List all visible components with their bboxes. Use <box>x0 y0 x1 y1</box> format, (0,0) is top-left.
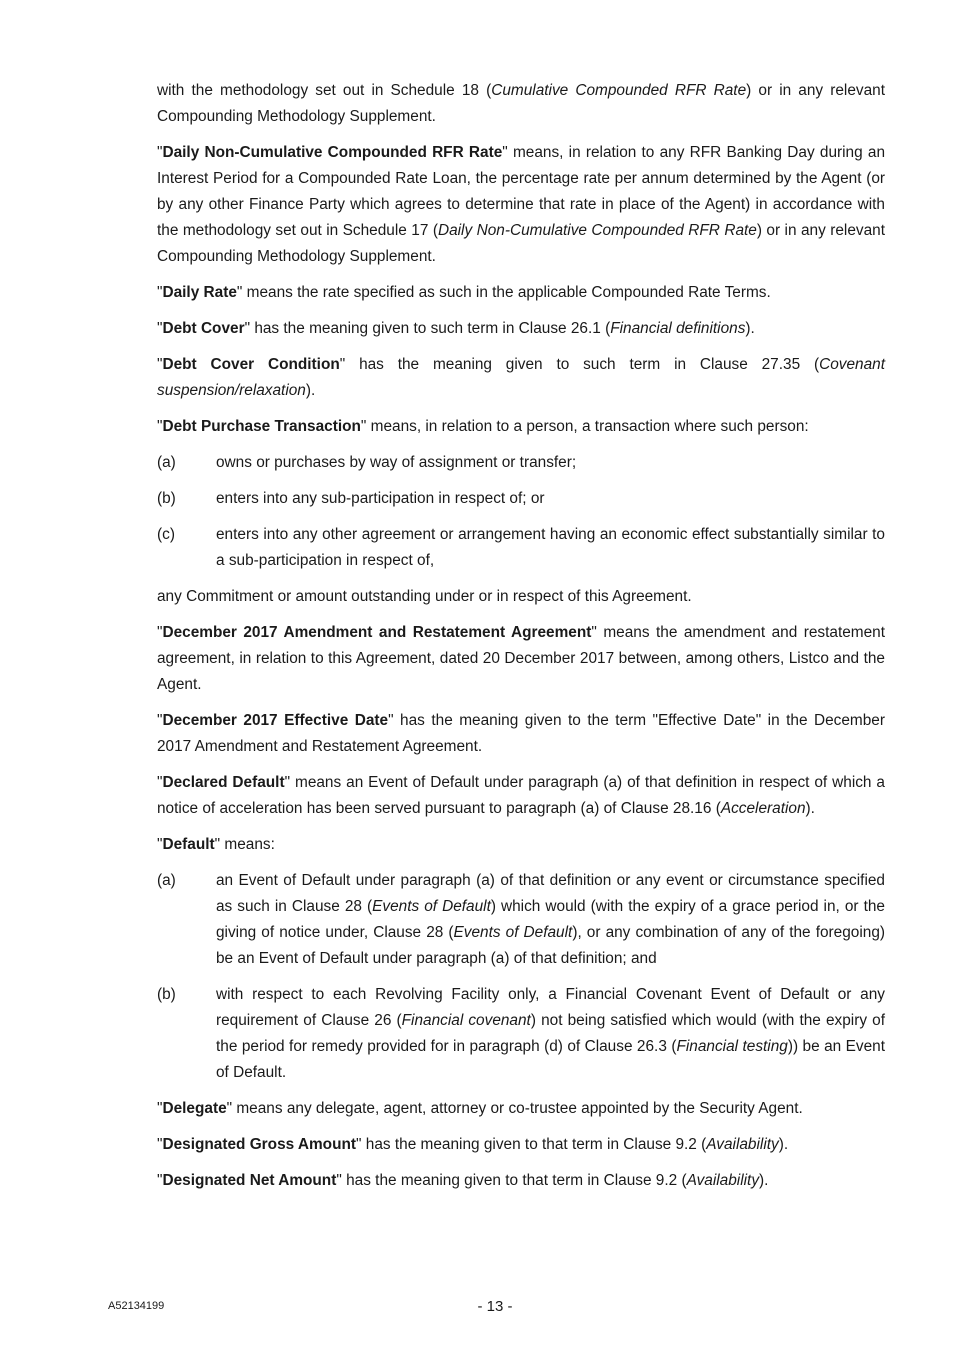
definition-paragraph <box>157 414 885 440</box>
text-segment: " <box>157 836 163 853</box>
text-segment: ) or in any relevant Compounding Methodology Supplement. <box>157 82 885 125</box>
defined-term: Delegate <box>162 1100 227 1117</box>
text-segment: " <box>157 1136 163 1153</box>
definition-paragraph <box>157 140 885 270</box>
text-segment: ). <box>759 1172 769 1189</box>
text-segment: " <box>157 624 163 641</box>
defined-term: Designated Gross Amount <box>162 1136 357 1153</box>
text-segment: " has the meaning given to such term in Clause 27.35 ( <box>339 356 820 373</box>
text-segment: ) not being satisfied which would (with the expiry of the period for remedy provided for in paragraph (d) of Clause 26.3 ( <box>216 1012 886 1055</box>
document-body <box>157 78 885 1204</box>
text-segment: " <box>157 284 163 301</box>
list-item-text <box>216 868 885 972</box>
text-segment: " <box>157 1172 163 1189</box>
list-item <box>157 982 885 1086</box>
text-segment: " <box>157 320 163 337</box>
list-item-text <box>216 522 885 574</box>
text-segment: " <box>157 356 163 373</box>
text-segment: " has the meaning given to that term in Clause 9.2 ( <box>336 1172 687 1189</box>
text-segment: enters into any sub-participation in respect of; or <box>216 490 545 507</box>
definition-paragraph <box>157 316 885 342</box>
list-item <box>157 450 885 476</box>
clause-reference: Daily Non-Cumulative Compounded RFR Rate <box>437 222 757 239</box>
definition-paragraph <box>157 1132 885 1158</box>
definition-paragraph <box>157 352 885 404</box>
text-segment: " <box>157 774 163 791</box>
defined-term: Debt Purchase Transaction <box>162 418 361 435</box>
text-segment: ). <box>745 320 755 337</box>
clause-reference: Financial covenant <box>401 1012 531 1029</box>
clause-reference: Financial definitions <box>610 320 746 337</box>
text-segment: " <box>157 712 163 729</box>
definition-paragraph <box>157 78 885 130</box>
definition-paragraph <box>157 620 885 698</box>
list-item-label: (b) <box>157 490 176 507</box>
list-item-text <box>216 450 885 476</box>
text-segment: an Event of Default under paragraph (a) of that definition or any event or circumstance specified as such in Clause 28 ( <box>216 872 885 915</box>
list-item-text <box>216 982 885 1086</box>
clause-reference: Acceleration <box>720 800 806 817</box>
defined-term: Declared Default <box>162 774 285 791</box>
defined-term: Daily Non-Cumulative Compounded RFR Rate <box>162 144 503 161</box>
list-item-text <box>216 486 885 512</box>
text-segment: ) which would (with the expiry of a grace period in, or the giving of notice under, Clause 28 ( <box>216 898 885 941</box>
definition-paragraph <box>157 708 885 760</box>
text-segment: ). <box>305 382 316 399</box>
text-segment: with the methodology set out in Schedule 18 ( <box>157 82 492 99</box>
text-segment: ). <box>778 1136 789 1153</box>
definition-paragraph <box>157 280 885 306</box>
defined-term: Debt Cover <box>162 320 245 337</box>
page-number: - 13 - <box>477 1298 513 1315</box>
clause-reference: Covenant suspension/relaxation <box>157 356 885 399</box>
text-segment: " has the meaning given to that term in Clause 9.2 ( <box>356 1136 707 1153</box>
clause-reference: Availability <box>686 1172 760 1189</box>
text-segment: " has the meaning given to the term "Effective Date" in the December 2017 Amendment and Restatement Agreement. <box>157 712 885 755</box>
text-segment: " means, in relation to a person, a transaction where such person: <box>360 418 809 435</box>
list-item-label: (a) <box>157 872 176 889</box>
text-segment: " means an Event of Default under paragraph (a) of that definition in respect of which a notice of acceleration has been served pursuant to paragraph (a) of Clause 28.16 ( <box>157 774 885 817</box>
text-segment: owns or purchases by way of assignment or transfer; <box>216 454 577 471</box>
clause-reference: Availability <box>706 1136 779 1153</box>
text-segment: ) or in any relevant Compounding Methodology Supplement. <box>157 222 885 265</box>
definition-paragraph <box>157 770 885 822</box>
clause-reference: Events of Default <box>453 924 573 941</box>
text-segment: " means the rate specified as such in the applicable Compounded Rate Terms. <box>236 284 771 301</box>
definition-paragraph <box>157 832 885 858</box>
definition-paragraph <box>157 1096 885 1122</box>
text-segment: " means: <box>214 836 275 853</box>
text-segment: ), or any combination of any of the foregoing) be an Event of Default under paragraph (a) of that definition; and <box>216 924 885 967</box>
text-segment: ). <box>805 800 815 817</box>
clause-reference: Events of Default <box>372 898 491 915</box>
defined-term: Default <box>162 836 215 853</box>
text-segment: enters into any other agreement or arrangement having an economic effect substantially similar to a sub-participation in respect of, <box>216 526 885 569</box>
text-segment: " <box>157 144 163 161</box>
clause-reference: Cumulative Compounded RFR Rate <box>491 82 747 99</box>
document-reference: A52134199 <box>108 1300 165 1312</box>
text-segment: with respect to each Revolving Facility only, a Financial Covenant Event of Default or any requirement of Clause 26 ( <box>216 986 885 1029</box>
text-segment: " <box>157 1100 163 1117</box>
list-item <box>157 486 885 512</box>
list-item <box>157 868 885 972</box>
definition-paragraph <box>157 1168 885 1194</box>
defined-term: December 2017 Effective Date <box>162 712 389 729</box>
text-segment: " means, in relation to any RFR Banking Day during an Interest Period for a Compounded Rate Loan, the percentage rate per annum determined by the Agent (or by any other Finance Party which agrees to determine that rate in place of the Agent) in accordance with the methodology set out in Schedule 17 ( <box>157 144 885 239</box>
clause-reference: Financial testing <box>676 1038 788 1055</box>
defined-term: Designated Net Amount <box>162 1172 337 1189</box>
text-segment: )) be an Event of Default. <box>216 1038 885 1081</box>
text-segment: " means any delegate, agent, attorney or co-trustee appointed by the Security Agent. <box>226 1100 803 1117</box>
list-item <box>157 522 885 574</box>
text-segment: any Commitment or amount outstanding under or in respect of this Agreement. <box>157 588 692 605</box>
text-segment: " means the amendment and restatement agreement, in relation to this Agreement, dated 20 December 2017 between, among others, Listco and the Agent. <box>157 624 885 693</box>
text-segment: " has the meaning given to such term in Clause 26.1 ( <box>244 320 611 337</box>
list-item-label: (b) <box>157 986 176 1003</box>
list-item-label: (a) <box>157 454 176 471</box>
list-item-label: (c) <box>157 526 175 543</box>
defined-term: Daily Rate <box>162 284 237 301</box>
defined-term: Debt Cover Condition <box>162 356 340 373</box>
defined-term: December 2017 Amendment and Restatement Agreement <box>162 624 592 641</box>
text-segment: " <box>157 418 163 435</box>
definition-paragraph <box>157 584 885 610</box>
